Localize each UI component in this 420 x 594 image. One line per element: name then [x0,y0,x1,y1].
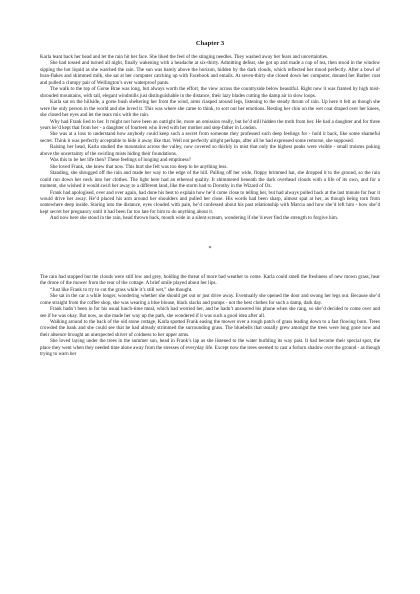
chapter-title: Chapter 3 [195,40,225,47]
paragraph: Frank hadn’t been in for his usual lunch-time meal, which had worried her, and he hadn’t answered his phone when she rang, so she’d decided to come over and see if he was okay. But now, as she made her way up the path, she wondered if it was such a good idea after all. [40,306,380,319]
paragraph: Why had Frank lied to her. It might not have been an outright lie, more an omission really, but he’d still hidden the truth from her. He had a daughter and for three years he’d kept that from her - a daughter of fourteen who lived with her mother and step-father in London. [40,118,380,131]
paragraph: Raising her head, Karla studied the mountains across the valley, now covered so thickly in mist that only the highest peaks were visible - small truisms poking above the uncertainty of the swirling mists hiding their foundations. [40,144,380,157]
paragraph: She sat in the car a while longer, wondering whether she should get out or just drive away. Eventually she opened the door and swung her legs out. Because she’d come straight from the coffee shop, she was wearing a blue blouse, black slacks and pumps - not the best clothes for such a damp, dark day. [40,293,380,306]
paragraph: Was this to be her life then? These feelings of longing and emptiness? [50,157,192,164]
paragraph: And now here she stood in the rain, head thrown back, mouth wide in a silent scream, wondering if she’d ever find the strength to forgive him. [50,215,339,222]
paragraph: She was at a loss to understand how anybody could keep such a secret from someone they professed such deep feelings for - hold it back, like some shameful secret. Think it was perfectly acceptable to hide it away like that. Well not perfectly alright perhaps, after all he had expressed some remorse, she supposed. [40,131,380,144]
paragraph: “Just like Frank to try to cut the grass while it’s still wet,” she thought. [50,286,193,293]
paragraph: Karla sat on the hillside, a gorse bush sheltering her from the wind, arms clasped around legs, listening to the steady thrum of rain. Up here it felt as though she were the only person in the world and she loved it. This was where she came to think, to sort out her emotions. Resting her chin on the wet coat draped over her knees, she closed her eyes and let the tears mix with the rain. [40,99,380,119]
paragraph: She loved Frank, she knew that now. This hurt she felt was too deep to be anything less. [50,163,228,170]
section-break: * [208,245,212,252]
paragraph: Walking around to the back of the old stone cottage, Karla spotted Frank easing the mower over a rough patch of grass leading down to a fast flowing burn. Trees crowded the bank and she could see that he had already strimmed the surrounding grass. The bluebells that usually grew amongst the trees were long gone now and their absence brought an unexpected shiver of coldness to her upper arms. [40,318,380,338]
paragraph: The rain had stopped but the clouds were still low and grey, holding the threat of more bad weather to come. Karla could smell the freshness of new mown grass, hear the drone of the mower from the rear of the cottage. A brief smile played about her lips. [40,273,380,287]
paragraph: Karla leant back her head and let the rain hit her face. She liked the feel of the stinging needles. They washed away her fears and uncertainties. [40,54,329,60]
paragraph: Frank had apologised, over and over again, had done his best to explain how he’d come close to telling her, but had always pulled back at the last minute for fear it would drive her away. He’d placed his arm around her shoulders and pulled her close. His words had been sharp, almost spat at her, as though being torn from somewhere deep inside. Staring into the distance, eyes clouded with pain, he’d confessed about his past relationship with Marcia and how she’d left him - how she’d kept secret her pregnancy until it had been far too late for him to do anything about it. [40,189,380,215]
paragraph: She had tossed and turned all night, finally wakening with a headache at six-thirty. Admitting defeat, she got up and made a cup of tea, then stood in the window sipping the hot liquid as she watched the rain. The sun was barely above the horizon, hidden by the dark clouds, which reflected her mood perfectly. After a bowl of bran-flakes and skimmed milk, she sat at her computer catching up with Facebook and emails. At seven-thirty she closed down her computer, donned her Barber coat and pulled a clumpy pair of Wellington’s over waterproof pants. [40,60,380,86]
section-two [40,274,380,358]
paragraph: Standing, she shrugged off the rain and made her way to the edge of the hill. Pulling off her wide, floppy brimmed hat, she dropped it to the ground, so the rain could run down her neck into her clothes. The light here had an ethereal quality. It shimmered beneath the dark overhead clouds with a life of its own, and for a moment, she wished it would swirl her away to a different land, like the storm had to Dorothy in the Wizard of Oz. [40,170,380,190]
paragraph: She loved laying under the trees in the summer sun, head in Frank’s lap as she listened to the water burbling its way past. It had become their special spot, the place they went when they needed time alone away from the stresses of everyday life. Except now the trees seemed to cast a forlorn shadow over the ground - as though trying to warn her [40,338,380,358]
section-one [40,54,380,222]
paragraph: The walk to the top of Gorse Brae was long, but always worth the effort, the view across the countryside below beautiful. Right now it was framed by high mist-shrouded mountains, with tall, elegant windmills just distinguishable in the distance, their lazy blades cutting the damp air in slow loops. [40,86,380,99]
